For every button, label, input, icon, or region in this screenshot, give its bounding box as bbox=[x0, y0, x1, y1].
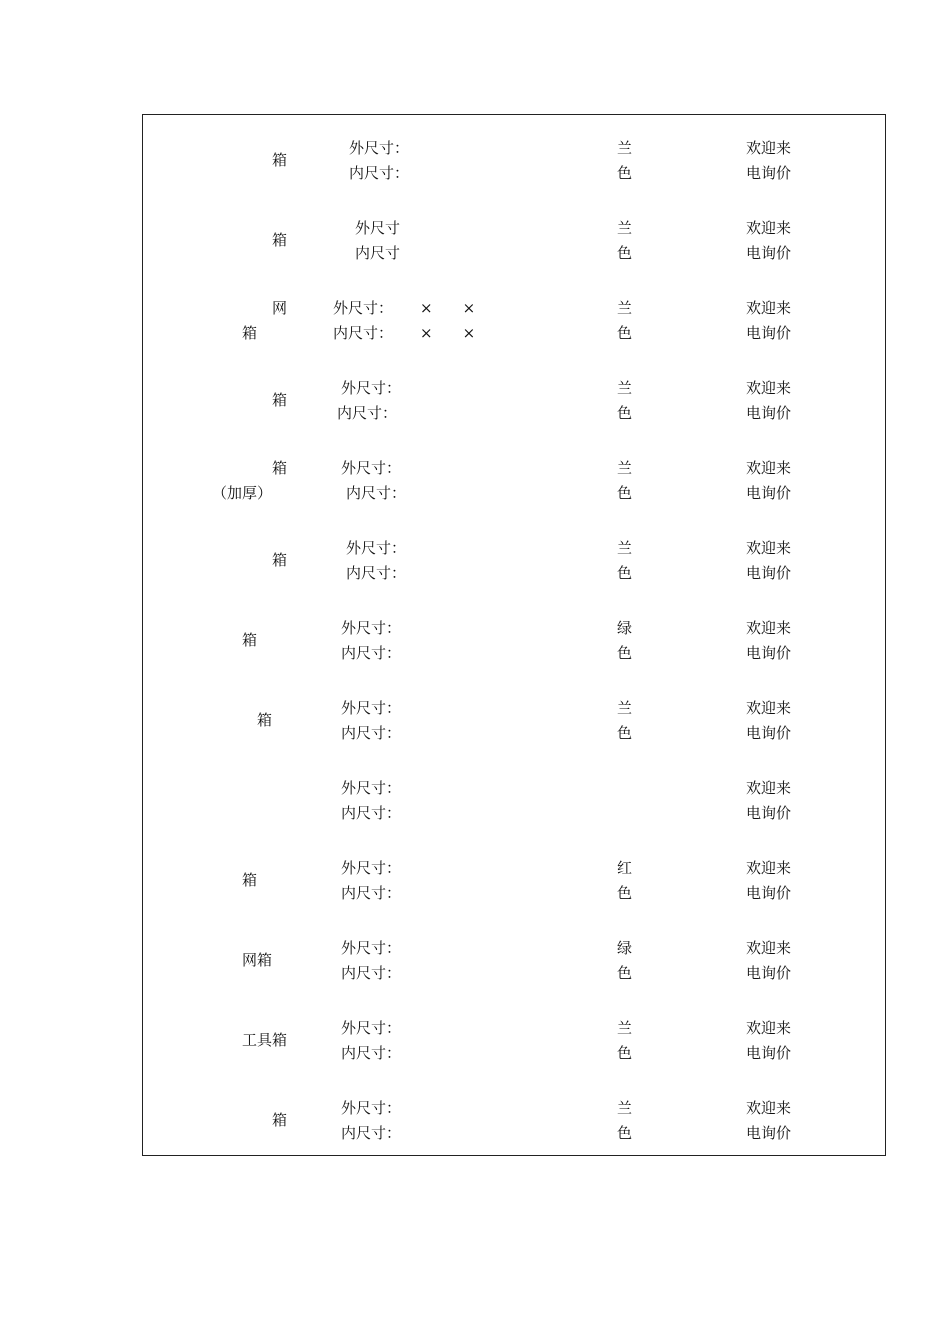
product-name: 箱 bbox=[271, 1111, 287, 1129]
price-line2: 电询价 bbox=[746, 884, 792, 902]
inner-size-label: 内尺寸： bbox=[341, 644, 402, 662]
color-line2: 色 bbox=[617, 1044, 633, 1062]
outer-size-label: 外尺寸 bbox=[355, 219, 401, 237]
table-row bbox=[143, 119, 885, 199]
outer-size-label: 外尺寸： bbox=[341, 939, 402, 957]
price-line1: 欢迎来 bbox=[746, 699, 792, 717]
color-line2: 色 bbox=[617, 884, 633, 902]
inner-size-label: 内尺寸： bbox=[346, 484, 407, 502]
table-row bbox=[143, 519, 885, 599]
product-table bbox=[142, 114, 886, 1156]
color-line2: 色 bbox=[617, 164, 633, 182]
product-name: 箱 bbox=[271, 151, 287, 169]
price-line1: 欢迎来 bbox=[746, 219, 792, 237]
outer-size-label: 外尺寸： bbox=[341, 459, 402, 477]
color-line2: 色 bbox=[617, 244, 633, 262]
product-name: 箱 bbox=[271, 231, 287, 249]
price-line2: 电询价 bbox=[746, 724, 792, 742]
price-line1: 欢迎来 bbox=[746, 939, 792, 957]
inner-size-label: 内尺寸： bbox=[341, 964, 402, 982]
inner-size-label: 内尺寸： bbox=[349, 164, 410, 182]
price-line1: 欢迎来 bbox=[746, 619, 792, 637]
price-line1: 欢迎来 bbox=[746, 379, 792, 397]
price-line1: 欢迎来 bbox=[746, 779, 792, 797]
inner-size-label: 内尺寸： bbox=[333, 324, 394, 342]
color-line1: 兰 bbox=[617, 139, 633, 157]
outer-size-label: 外尺寸： bbox=[341, 379, 402, 397]
color-line2: 色 bbox=[617, 564, 633, 582]
table-row bbox=[143, 279, 885, 359]
price-line1: 欢迎来 bbox=[746, 539, 792, 557]
color-line2: 色 bbox=[617, 1124, 633, 1142]
outer-size-label: 外尺寸： bbox=[349, 139, 410, 157]
price-line2: 电询价 bbox=[746, 804, 792, 822]
product-name: 箱 bbox=[241, 871, 257, 889]
product-name-line1: 网 bbox=[271, 299, 287, 317]
inner-size-label: 内尺寸： bbox=[341, 1044, 402, 1062]
table-row bbox=[143, 1079, 885, 1159]
inner-size-label: 内尺寸： bbox=[346, 564, 407, 582]
inner-size-label: 内尺寸 bbox=[355, 244, 401, 262]
price-line1: 欢迎来 bbox=[746, 139, 792, 157]
product-name: 箱 bbox=[271, 551, 287, 569]
color-line2: 色 bbox=[617, 484, 633, 502]
product-name-line1: 箱 bbox=[271, 459, 287, 477]
color-line1: 兰 bbox=[617, 1099, 633, 1117]
color-line2: 色 bbox=[617, 724, 633, 742]
color-line1: 兰 bbox=[617, 1019, 633, 1037]
table-row bbox=[143, 999, 885, 1079]
color-line2: 色 bbox=[617, 404, 633, 422]
table-row bbox=[143, 839, 885, 919]
price-line2: 电询价 bbox=[746, 484, 792, 502]
color-line1: 绿 bbox=[617, 619, 633, 637]
color-line2: 色 bbox=[617, 644, 633, 662]
price-line1: 欢迎来 bbox=[746, 299, 792, 317]
price-line2: 电询价 bbox=[746, 164, 792, 182]
product-name: 网箱 bbox=[241, 951, 272, 969]
price-line2: 电询价 bbox=[746, 644, 792, 662]
table-row bbox=[143, 359, 885, 439]
outer-size-label: 外尺寸： bbox=[341, 859, 402, 877]
price-line2: 电询价 bbox=[746, 964, 792, 982]
outer-size-label: 外尺寸： bbox=[333, 299, 394, 317]
price-line2: 电询价 bbox=[746, 1044, 792, 1062]
inner-size-label: 内尺寸： bbox=[341, 1124, 402, 1142]
product-name: 箱 bbox=[256, 711, 272, 729]
inner-size-value: × × bbox=[420, 324, 476, 342]
product-name: 工具箱 bbox=[241, 1031, 287, 1049]
table-row bbox=[143, 599, 885, 679]
color-line1: 兰 bbox=[617, 219, 633, 237]
outer-size-label: 外尺寸： bbox=[341, 619, 402, 637]
inner-size-label: 内尺寸： bbox=[341, 884, 402, 902]
color-line1: 兰 bbox=[617, 459, 633, 477]
product-name: 箱 bbox=[241, 631, 257, 649]
inner-size-label: 内尺寸： bbox=[341, 724, 402, 742]
color-line1: 绿 bbox=[617, 939, 633, 957]
table-row bbox=[143, 439, 885, 519]
color-line1: 红 bbox=[617, 859, 633, 877]
table-row bbox=[143, 679, 885, 759]
color-line1: 兰 bbox=[617, 299, 633, 317]
product-name-line2: （加厚） bbox=[211, 484, 272, 502]
price-line2: 电询价 bbox=[746, 564, 792, 582]
table-row bbox=[143, 919, 885, 999]
product-name-line2: 箱 bbox=[241, 324, 257, 342]
price-line1: 欢迎来 bbox=[746, 1099, 792, 1117]
color-line1: 兰 bbox=[617, 699, 633, 717]
outer-size-label: 外尺寸： bbox=[346, 539, 407, 557]
price-line1: 欢迎来 bbox=[746, 1019, 792, 1037]
color-line1: 兰 bbox=[617, 379, 633, 397]
outer-size-value: × × bbox=[420, 299, 476, 317]
price-line1: 欢迎来 bbox=[746, 859, 792, 877]
inner-size-label: 内尺寸： bbox=[337, 404, 398, 422]
price-line2: 电询价 bbox=[746, 1124, 792, 1142]
outer-size-label: 外尺寸： bbox=[341, 1019, 402, 1037]
table-row bbox=[143, 759, 885, 839]
table-row bbox=[143, 199, 885, 279]
color-line2: 色 bbox=[617, 964, 633, 982]
outer-size-label: 外尺寸： bbox=[341, 699, 402, 717]
inner-size-label: 内尺寸： bbox=[341, 804, 402, 822]
color-line1: 兰 bbox=[617, 539, 633, 557]
price-line2: 电询价 bbox=[746, 244, 792, 262]
outer-size-label: 外尺寸： bbox=[341, 1099, 402, 1117]
product-name: 箱 bbox=[271, 391, 287, 409]
outer-size-label: 外尺寸： bbox=[341, 779, 402, 797]
price-line2: 电询价 bbox=[746, 404, 792, 422]
color-line2: 色 bbox=[617, 324, 633, 342]
price-line1: 欢迎来 bbox=[746, 459, 792, 477]
price-line2: 电询价 bbox=[746, 324, 792, 342]
